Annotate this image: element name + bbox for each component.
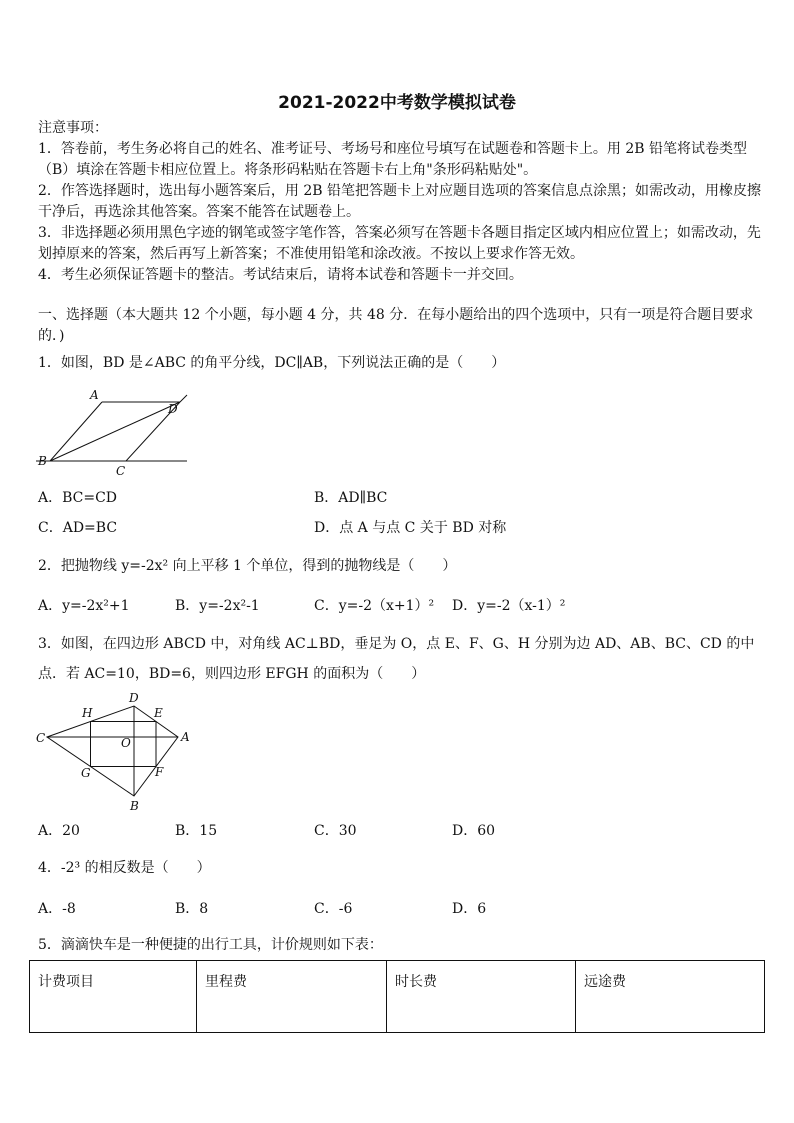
label-d: D xyxy=(168,402,178,416)
table-row xyxy=(30,961,765,1033)
label-a: A xyxy=(90,388,99,402)
q3-option-b: B．15 xyxy=(175,823,218,839)
question-2-stem: 2．把抛物线 y=-2x² 向上平移 1 个单位，得到的抛物线是（ ） xyxy=(38,558,457,574)
q4-option-a: A．-8 xyxy=(38,901,76,917)
line-ba xyxy=(50,402,102,461)
notice-line: 干净后，再选涂其他答案。答案不能答在试题卷上。 xyxy=(38,204,360,220)
notice-heading: 注意事项： xyxy=(38,120,108,136)
section-heading: 的．) xyxy=(38,328,65,344)
q2-option-b: B．y=-2x²-1 xyxy=(175,598,260,614)
question-1-stem: 1．如图，BD 是∠ABC 的角平分线，DC∥AB，下列说法正确的是（ ） xyxy=(38,355,506,371)
label-h: H xyxy=(82,706,93,720)
table-header-cell: 时长费 xyxy=(387,961,576,1033)
label-c: C xyxy=(116,464,126,478)
page-title: 2021-2022中考数学模拟试卷 xyxy=(278,93,516,113)
table-header-cell: 计费项目 xyxy=(30,961,197,1033)
table-header-cell: 里程费 xyxy=(197,961,387,1033)
label-e: E xyxy=(154,706,163,720)
q2-option-d: D．y=-2（x-1）² xyxy=(452,598,566,614)
label-d: D xyxy=(129,691,139,705)
q3-option-d: D．60 xyxy=(452,823,496,839)
q4-option-b: B．8 xyxy=(175,901,209,917)
label-o: O xyxy=(121,736,131,750)
q3-option-a: A．20 xyxy=(38,823,80,839)
q2-option-a: A．y=-2x²+1 xyxy=(38,598,130,614)
notice-line: （B）填涂在答题卡相应位置上。将条形码粘贴在答题卡右上角"条形码粘贴处"。 xyxy=(38,162,538,178)
q3-option-c: C．30 xyxy=(314,823,357,839)
notice-line: 2．作答选择题时，选出每小题答案后，用 2B 铅笔把答题卡上对应题目选项的答案信息点涂黑；如需改动，用橡皮擦 xyxy=(38,183,761,199)
notice-line: 1．答卷前，考生务必将自己的姓名、准考证号、考场号和座位号填写在试题卷和答题卡上。用 2B 铅笔将试卷类型 xyxy=(38,141,747,157)
notice-line: 4．考生必须保证答题卡的整洁。考试结束后，请将本试卷和答题卡一并交回。 xyxy=(38,267,523,283)
q1-option-d: D．点 A 与点 C 关于 BD 对称 xyxy=(314,520,507,536)
line-extension xyxy=(180,395,187,402)
q4-option-c: C．-6 xyxy=(314,901,353,917)
section-heading: 一、选择题（本大题共 12 个小题，每小题 4 分，共 48 分．在每小题给出的四个选项中，只有一项是符合题目要求 xyxy=(38,307,754,323)
label-a: A xyxy=(181,730,190,744)
table-header-cell: 远途费 xyxy=(576,961,765,1033)
question-3-stem: 点．若 AC=10，BD=6，则四边形 EFGH 的面积为（ ） xyxy=(38,666,426,682)
notice-line: 3．非选择题必须用黑色字迹的钢笔或签字笔作答，答案必须写在答题卡各题目指定区域内相应位置上；如需改动，先 xyxy=(38,225,761,241)
question-3-figure xyxy=(32,690,197,815)
q4-option-d: D．6 xyxy=(452,901,487,917)
label-g: G xyxy=(81,766,91,780)
fee-table xyxy=(29,960,765,1033)
q1-option-a: A．BC=CD xyxy=(38,490,118,506)
question-4-stem: 4．-2³ 的相反数是（ ） xyxy=(38,860,211,876)
label-c: C xyxy=(36,731,46,745)
question-3-stem: 3．如图，在四边形 ABCD 中，对角线 AC⊥BD，垂足为 O，点 E、F、G、H 分别为边 AD、AB、BC、CD 的中 xyxy=(38,636,755,652)
q1-option-b: B．AD∥BC xyxy=(314,490,388,506)
label-f: F xyxy=(155,765,164,779)
question-1-figure xyxy=(30,383,195,483)
label-b: B xyxy=(38,454,47,468)
question-5-stem: 5．滴滴快车是一种便捷的出行工具，计价规则如下表： xyxy=(38,937,383,953)
line-bd xyxy=(50,402,180,461)
notice-line: 划掉原来的答案，然后再写上新答案；不准使用铅笔和涂改液。不按以上要求作答无效。 xyxy=(38,246,584,262)
q2-option-c: C．y=-2（x+1）² xyxy=(314,598,435,614)
q1-option-c: C．AD=BC xyxy=(38,520,118,536)
label-b: B xyxy=(130,799,139,813)
